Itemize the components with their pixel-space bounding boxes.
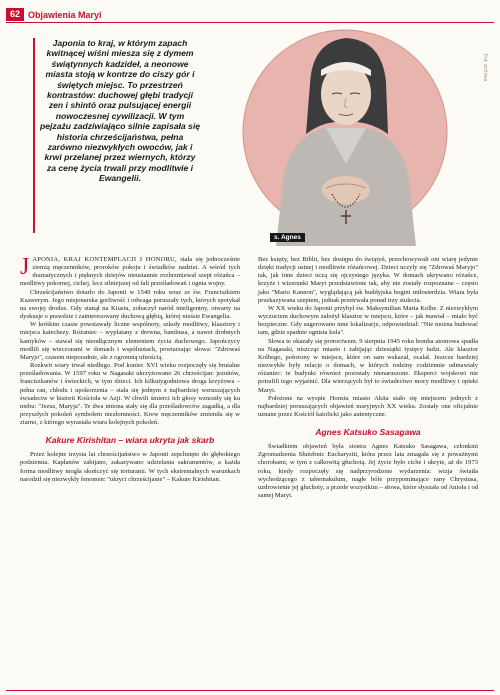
portrait-drawing bbox=[200, 24, 492, 246]
lead-in: APONIA, KRAJ KONTEMPLACJI I HONORU, bbox=[32, 256, 177, 263]
intro-accent-bar bbox=[33, 38, 35, 233]
article-paragraph: Położone na wyspie Honsiu miasto Akita stało się miejscem jednych z najbardziej poruszających objawień maryjnych XX wieku. Zostały one oficjalnie uznane przez Kościół katolicki jako autentyczne. bbox=[258, 394, 478, 418]
section-title: Objawienia Maryi bbox=[28, 9, 102, 20]
sister-agnes-illustration bbox=[200, 24, 492, 246]
paragraph-text: stała się jednocześnie ziemią męczenników, proroków pokoju i świadków nadziei. A wśród tych dramatycznych i pięknych dziejów nieustannie rozbrzmiewał szept różańca – modlitwy pokornej, cichej, lecz silniejszej od fali prześladowań i ognia wojny. bbox=[20, 256, 240, 288]
header-divider bbox=[6, 22, 494, 23]
illustration-caption: s. Agnes bbox=[270, 233, 305, 242]
article-paragraph: Chrześcijaństwo dotarło do Japonii w 1549 roku wraz ze św. Franciszkiem Ksawerym. Jego misjonarska gorliwość i odwaga poruszały tych, których spotykał na swojej drodze. Gdy stanął na Kiusiu, zobaczył naród inteligentny, otwarty na dyskusje o prawdzie i zainteresowany duchową głębią, której nieśsie Ewangelia. bbox=[20, 288, 240, 321]
article-paragraph: Bez księży, bez Biblii, bez dostępu do świątyń, przechowywali oni wiarę jedynie dzięki tradycji ustnej i modlitwie różańcowej. Dzieci uczyły się "Zdrowaś Maryjo" tak, jak inne dzieci uczą się ojczystego języka. W domach ukrywano różańce, krzyże i wizerunki Maryi przedstawione tak, aby nie zostały rozpoznane – często jako "Mario Kannon", wyglądającą jak buddyjska bogini miłosierdzia. Wiara była przekazywana szeptem, jednak przetrwała ponad trzy stulecia. bbox=[258, 256, 478, 304]
drop-cap: J bbox=[20, 254, 30, 280]
photo-credit: Fot. archiwa bbox=[482, 54, 488, 82]
article-column-left bbox=[20, 256, 240, 484]
article-paragraph: W XX wieku do Japonii przybył św. Maksymilian Maria Kolbe. Z niezwykłym wyczuciem duchowym założył klasztor w miejscu, które – jak mawiał – miało być bezpieczne. Gdy sugerowano inne lokalizacje, odpowiedział: "Nie można budować tam, gdzie spadnie ognista kula". bbox=[258, 304, 478, 337]
article-paragraph: Rozkwit wiary trwał niedługo. Pod koniec XVI wieku rozpoczęły się brutalne prześladowania. W 1597 roku w Nagasaki ukrzyżowano 26 chrześcijan: jezuitów, franciszkanów i świeckich, w tym dzieci. Ich kilkutygodniowa droga krzyżowa – pełna ran, chłodu i upokorzenia – stała się jednym z najbardziej wzruszających świadectw w historii Kościoła w Azji. W chwili śmierci ich głosy wznosiły się ku niebu: "Jezus, Maryja". Te dwa imiona stały się dla prześladowców zagadką, a dla przyszłych pokoleń symbolem niezłomności. Krew męczenników zmieniła się w ziarno, z którego wyrastała wiara kolejnych pokoleń. bbox=[20, 362, 240, 427]
article-paragraph: Słowa te okazały się proroctwem. 9 sierpnia 1945 roku bomba atomowa spadła na Nagasaki, niszcząc miasto i zabijając dziesiątki tysięcy ludzi. Ale klasztor Kolbego, położony w miejscu, które on sam wskazał, ocalał. Jeszcze bardziej niezwykłe były relacje o domach, w których rodziny codziennie odmawiały różaniec: te budynki również pozostały nienaruszone. Eksperci wojskowi nie potrafili tego wyjaśnić. Dla wierzących był to świadectwo mocy modlitwy i opieki Maryi. bbox=[258, 337, 478, 394]
article-column-right bbox=[258, 256, 478, 500]
article-paragraph: Przez kolejne trzysta lat chrześcijaństwo w Japonii zepchnięto do głębokiego podziemia. Kapłanów zabijano, zakazywano udzielania sakramentów, a każda forma modlitwy mogła skończyć się torturami. W tych ekstremalnych warunkach narodził się niezwykły fenomen: "ukryci chrześcijanie" – Kakure Kirishitan. bbox=[20, 451, 240, 483]
intro-lead: Japonia to kraj, w którym zapach kwitnącej wiśni miesza się z dymem świątynnych kadzideł, a neonowe miasta stoją w kontrze do ciszy gór i świętych miejsc. To przestrzeń kontrastów: duchowej głębi tradycji zen i shintō oraz pulsującej energii nowoczesnej cywilizacji. W tym pejzażu zadziwiająco silnie zapisała się historia chrześcijaństwa, pełna zarówno niezwykłych owoców, jak i krwi przelanej przez wiernych, którzy za cenę życia trwali przy modlitwie i Ewangelii. bbox=[40, 38, 201, 184]
subheading: Kakure Kirishitan – wiara ukryta jak skarb bbox=[45, 435, 215, 446]
page-number: 62 bbox=[6, 8, 24, 21]
footer-divider bbox=[6, 690, 494, 691]
article-paragraph bbox=[20, 256, 240, 289]
article-paragraph: W krótkim czasie powstawały liczne wspólnoty, szkoły modlitwy, klasztory i miejsca katechezy. Różaniec – wyplatany z drewna, bambusa, a nawet drobnych kamyków – stawał się nieodłącznym elementem życia duchowego. Japończycy modlili się wieczorami w domach i wspólnotach, powtarzając słowa: "Zdrowaś Maryjo", czasem nieporadnie, ale z ogromną ufnością. bbox=[20, 321, 240, 361]
article-paragraph: Świadkiem objawień była siostra Agnes Katsuko Sasagawa, członkini Zgromadzenia Służebnic Eucharystii, która przez lata zmagała się z poważnymi chorobami, w tym z całkowitą głuchotą. Jej życie było ciche i ukryte, aż do 1973 roku, kiedy rozpoczęły się nadprzyrodzone wydarzenia: wizja światła wychodzącego z tabernakulum, nagłe bóle przypominające rany Chrystusa, uzdrowienie jej głuchoty, a przede wszystkim – słowa, które słyszała od Anioła i od samej Maryi. bbox=[258, 443, 478, 500]
subheading: Agnes Katsuko Sasagawa bbox=[315, 427, 421, 438]
page-header bbox=[6, 8, 102, 21]
